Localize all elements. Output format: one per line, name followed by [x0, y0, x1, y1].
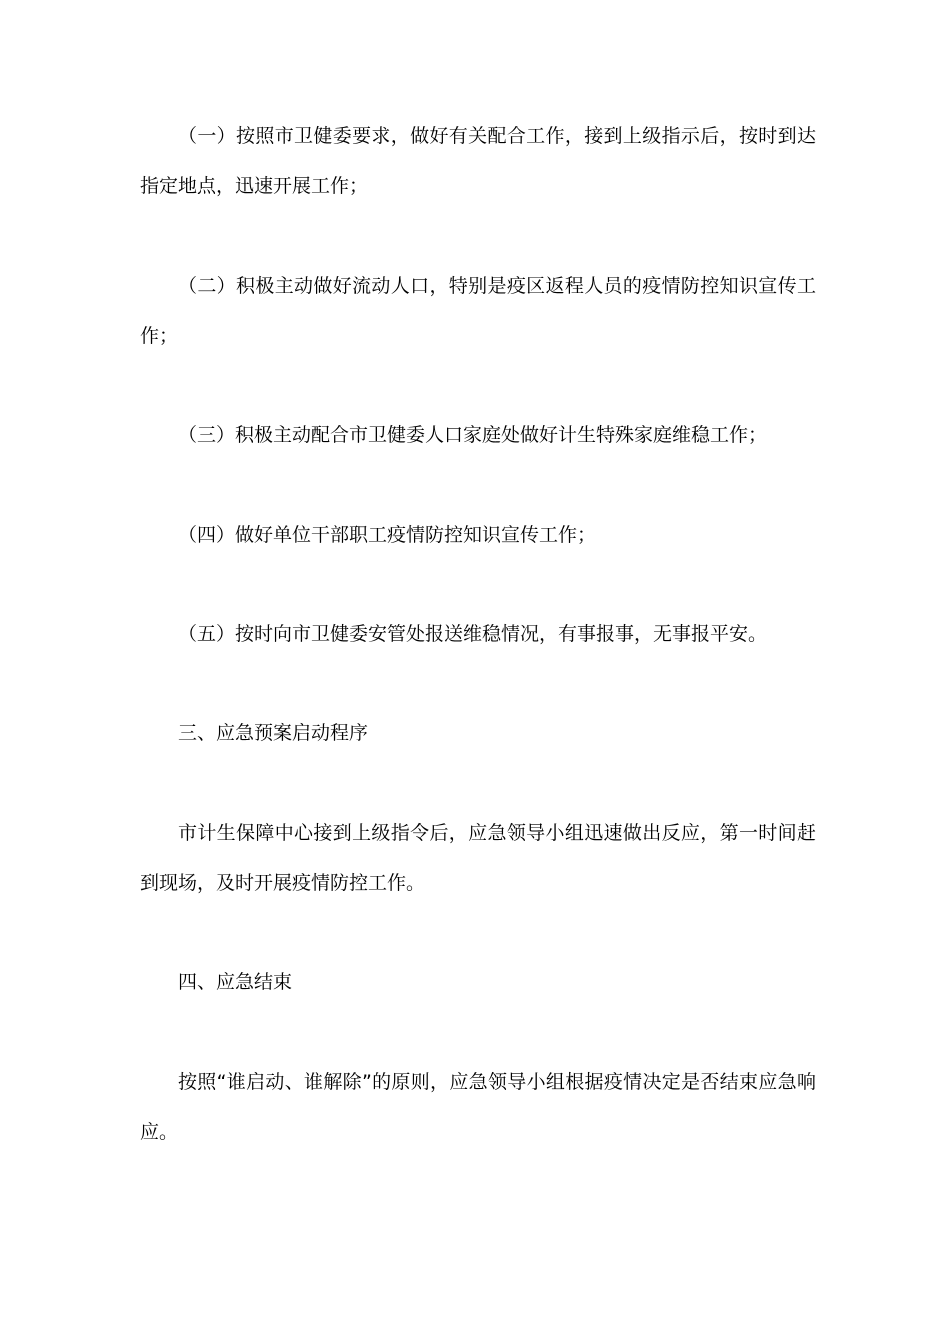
- paragraph-task-1: （一）按照市卫健委要求，做好有关配合工作，接到上级指示后，按时到达指定地点，迅速开展工作；: [140, 125, 816, 197]
- paragraph-end: 按照“谁启动、谁解除”的原则，应急领导小组根据疫情决定是否结束应急响应。: [140, 1071, 816, 1143]
- paragraph-task-2: （二）积极主动做好流动人口，特别是疫区返程人员的疫情防控知识宣传工作；: [140, 275, 816, 347]
- section-heading-3: 三、应急预案启动程序: [178, 722, 369, 744]
- paragraph-task-3: （三）积极主动配合市卫健委人口家庭处做好计生特殊家庭维稳工作；: [178, 424, 768, 446]
- paragraph-task-4: （四）做好单位干部职工疫情防控知识宣传工作；: [178, 524, 597, 546]
- paragraph-task-5: （五）按时向市卫健委安管处报送维稳情况，有事报事，无事报平安。: [178, 623, 768, 645]
- section-heading-4: 四、应急结束: [178, 971, 293, 993]
- paragraph-procedure: 市计生保障中心接到上级指令后，应急领导小组迅速做出反应，第一时间赶到现场，及时开展疫情防控工作。: [140, 822, 816, 894]
